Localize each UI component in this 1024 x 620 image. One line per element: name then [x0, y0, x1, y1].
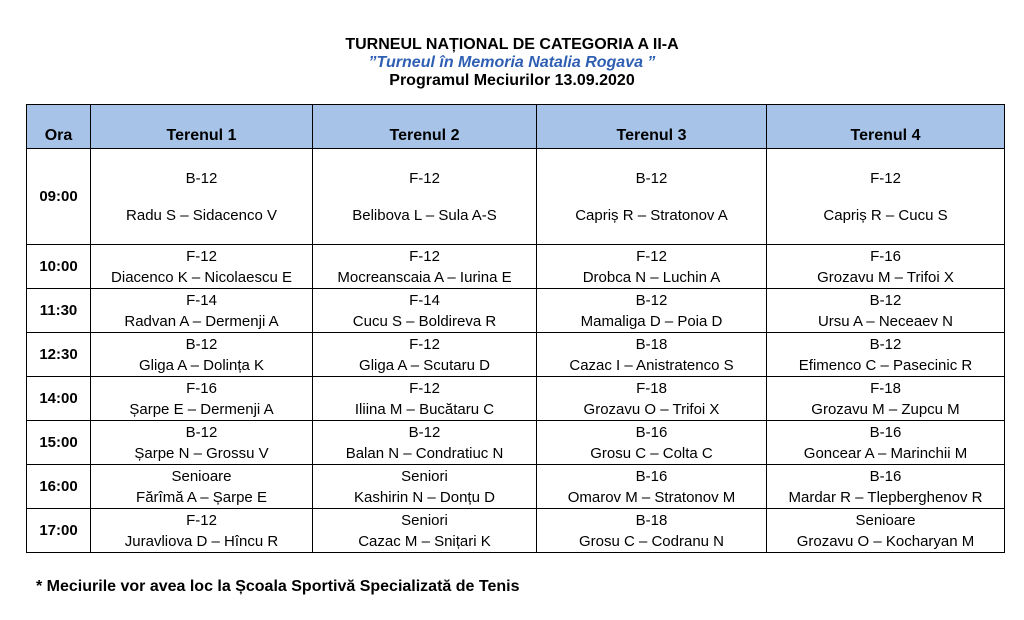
match-cell-terenul-2 [313, 377, 537, 421]
match-cell-terenul-2 [313, 509, 537, 553]
match-cell-terenul-3 [537, 509, 767, 553]
match-players: Mamaliga D – Poia D [580, 312, 723, 330]
match-players: Șarpe N – Grossu V [134, 444, 269, 462]
column-header-ora: Ora [27, 105, 91, 149]
table-row [27, 421, 1005, 465]
match-cell-terenul-2 [313, 149, 537, 245]
match-cell-terenul-4 [767, 465, 1005, 509]
match-players: Radvan A – Dermenji A [124, 312, 279, 330]
match-players: Grosu C – Codranu N [578, 532, 725, 550]
match-cell-terenul-1 [91, 509, 313, 553]
match-players: Capriș R – Stratonov A [575, 206, 728, 224]
match-cell-terenul-2 [313, 465, 537, 509]
match-players: Gliga A – Dolința K [138, 356, 265, 374]
match-cell-terenul-1 [91, 149, 313, 245]
match-cell-terenul-3 [537, 377, 767, 421]
match-category: B-16 [635, 467, 668, 485]
match-category: B-12 [869, 335, 902, 353]
match-category: F-12 [870, 169, 901, 187]
match-category: F-12 [636, 247, 667, 265]
match-cell-terenul-2 [313, 333, 537, 377]
match-category: B-12 [185, 423, 218, 441]
match-players: Balan N – Condratiuc N [345, 444, 504, 462]
table-row [27, 509, 1005, 553]
match-cell-terenul-2 [313, 289, 537, 333]
match-players: Grozavu M – Zupcu M [811, 400, 960, 418]
match-cell-terenul-4 [767, 509, 1005, 553]
match-cell-terenul-3 [537, 289, 767, 333]
schedule-body [27, 149, 1005, 553]
match-cell-terenul-3 [537, 465, 767, 509]
match-players: Mardar R – Tlepberghenov R [788, 488, 983, 506]
document-header [0, 36, 1024, 90]
match-category: F-12 [186, 511, 217, 529]
match-category: F-16 [186, 379, 217, 397]
match-cell-terenul-1 [91, 421, 313, 465]
match-category: F-12 [409, 169, 440, 187]
match-players: Kashirin N – Donțu D [354, 488, 495, 506]
match-players: Grozavu O – Kocharyan M [796, 532, 975, 550]
match-category: B-12 [869, 291, 902, 309]
match-category: F-12 [409, 379, 440, 397]
time-cell: 17:00 [27, 509, 91, 553]
match-players: Grozavu M – Trifoi X [817, 268, 954, 286]
match-players: Mocreanscaia A – Iurina E [337, 268, 512, 286]
match-category: B-12 [185, 169, 218, 187]
table-row [27, 333, 1005, 377]
time-cell: 09:00 [27, 149, 91, 245]
match-category: B-12 [635, 169, 668, 187]
match-cell-terenul-4 [767, 333, 1005, 377]
match-players: Ursu A – Neceaev N [817, 312, 954, 330]
match-players: Juravliova D – Hîncu R [124, 532, 279, 550]
match-cell-terenul-1 [91, 245, 313, 289]
time-cell: 16:00 [27, 465, 91, 509]
match-players: Gliga A – Scutaru D [359, 356, 490, 374]
match-cell-terenul-4 [767, 421, 1005, 465]
table-row [27, 465, 1005, 509]
tournament-subtitle: ”Turneul în Memoria Natalia Rogava ” [368, 54, 656, 71]
column-header-terenul-4: Terenul 4 [767, 105, 1005, 149]
match-cell-terenul-3 [537, 421, 767, 465]
match-category: B-12 [185, 335, 218, 353]
match-cell-terenul-3 [537, 149, 767, 245]
schedule-header-row [27, 105, 1005, 149]
match-players: Omarov M – Stratonov M [567, 488, 736, 506]
match-category: F-14 [186, 291, 217, 309]
match-players: Cazac I – Anistratenco S [569, 356, 734, 374]
match-cell-terenul-1 [91, 465, 313, 509]
column-header-terenul-3: Terenul 3 [537, 105, 767, 149]
match-players: Grosu C – Colta C [590, 444, 713, 462]
match-category: Seniori [401, 467, 448, 485]
time-cell: 12:30 [27, 333, 91, 377]
match-players: Drobca N – Luchin A [582, 268, 721, 286]
time-cell: 14:00 [27, 377, 91, 421]
match-category: F-12 [409, 335, 440, 353]
match-category: Senioare [855, 511, 916, 529]
match-cell-terenul-1 [91, 333, 313, 377]
match-players: Șarpe E – Dermenji A [129, 400, 274, 418]
match-cell-terenul-4 [767, 377, 1005, 421]
match-category: B-18 [635, 511, 668, 529]
match-cell-terenul-1 [91, 289, 313, 333]
match-players: Goncear A – Marinchii M [803, 444, 968, 462]
column-header-terenul-1: Terenul 1 [91, 105, 313, 149]
match-players: Radu S – Sidacenco V [126, 206, 277, 224]
match-category: F-18 [636, 379, 667, 397]
match-category: B-18 [635, 335, 668, 353]
table-row [27, 149, 1005, 245]
schedule-table [26, 104, 1005, 553]
match-cell-terenul-4 [767, 289, 1005, 333]
match-cell-terenul-3 [537, 333, 767, 377]
time-cell: 15:00 [27, 421, 91, 465]
match-category: B-12 [408, 423, 441, 441]
match-players: Belibova L – Sula A-S [352, 206, 497, 224]
venue-note: * Meciurile vor avea loc la Școala Sportivă Specializată de Tenis [36, 578, 520, 595]
match-players: Efimenco C – Pasecinic R [798, 356, 973, 374]
match-category: F-12 [409, 247, 440, 265]
match-category: F-12 [186, 247, 217, 265]
match-players: Cucu S – Boldireva R [352, 312, 497, 330]
match-category: F-16 [870, 247, 901, 265]
match-category: F-18 [870, 379, 901, 397]
match-cell-terenul-4 [767, 149, 1005, 245]
match-category: Senioare [171, 467, 232, 485]
match-cell-terenul-2 [313, 421, 537, 465]
match-category: F-14 [409, 291, 440, 309]
column-header-terenul-2: Terenul 2 [313, 105, 537, 149]
table-row [27, 289, 1005, 333]
match-category: B-16 [869, 423, 902, 441]
match-category: B-16 [869, 467, 902, 485]
time-cell: 11:30 [27, 289, 91, 333]
match-players: Fărîmă A – Șarpe E [136, 488, 267, 506]
time-cell: 10:00 [27, 245, 91, 289]
table-row [27, 377, 1005, 421]
tournament-title: TURNEUL NAȚIONAL DE CATEGORIA A II-A [345, 36, 679, 53]
match-category: Seniori [401, 511, 448, 529]
match-players: Capriș R – Cucu S [823, 206, 948, 224]
match-players: Diacenco K – Nicolaescu E [111, 268, 292, 286]
match-cell-terenul-2 [313, 245, 537, 289]
match-category: B-12 [635, 291, 668, 309]
match-category: B-16 [635, 423, 668, 441]
match-cell-terenul-1 [91, 377, 313, 421]
match-players: Cazac M – Snițari K [358, 532, 491, 550]
program-date: Programul Meciurilor 13.09.2020 [389, 72, 635, 89]
match-cell-terenul-4 [767, 245, 1005, 289]
match-players: Iliina M – Bucătaru C [354, 400, 495, 418]
match-cell-terenul-3 [537, 245, 767, 289]
match-players: Grozavu O – Trifoi X [583, 400, 720, 418]
table-row [27, 245, 1005, 289]
